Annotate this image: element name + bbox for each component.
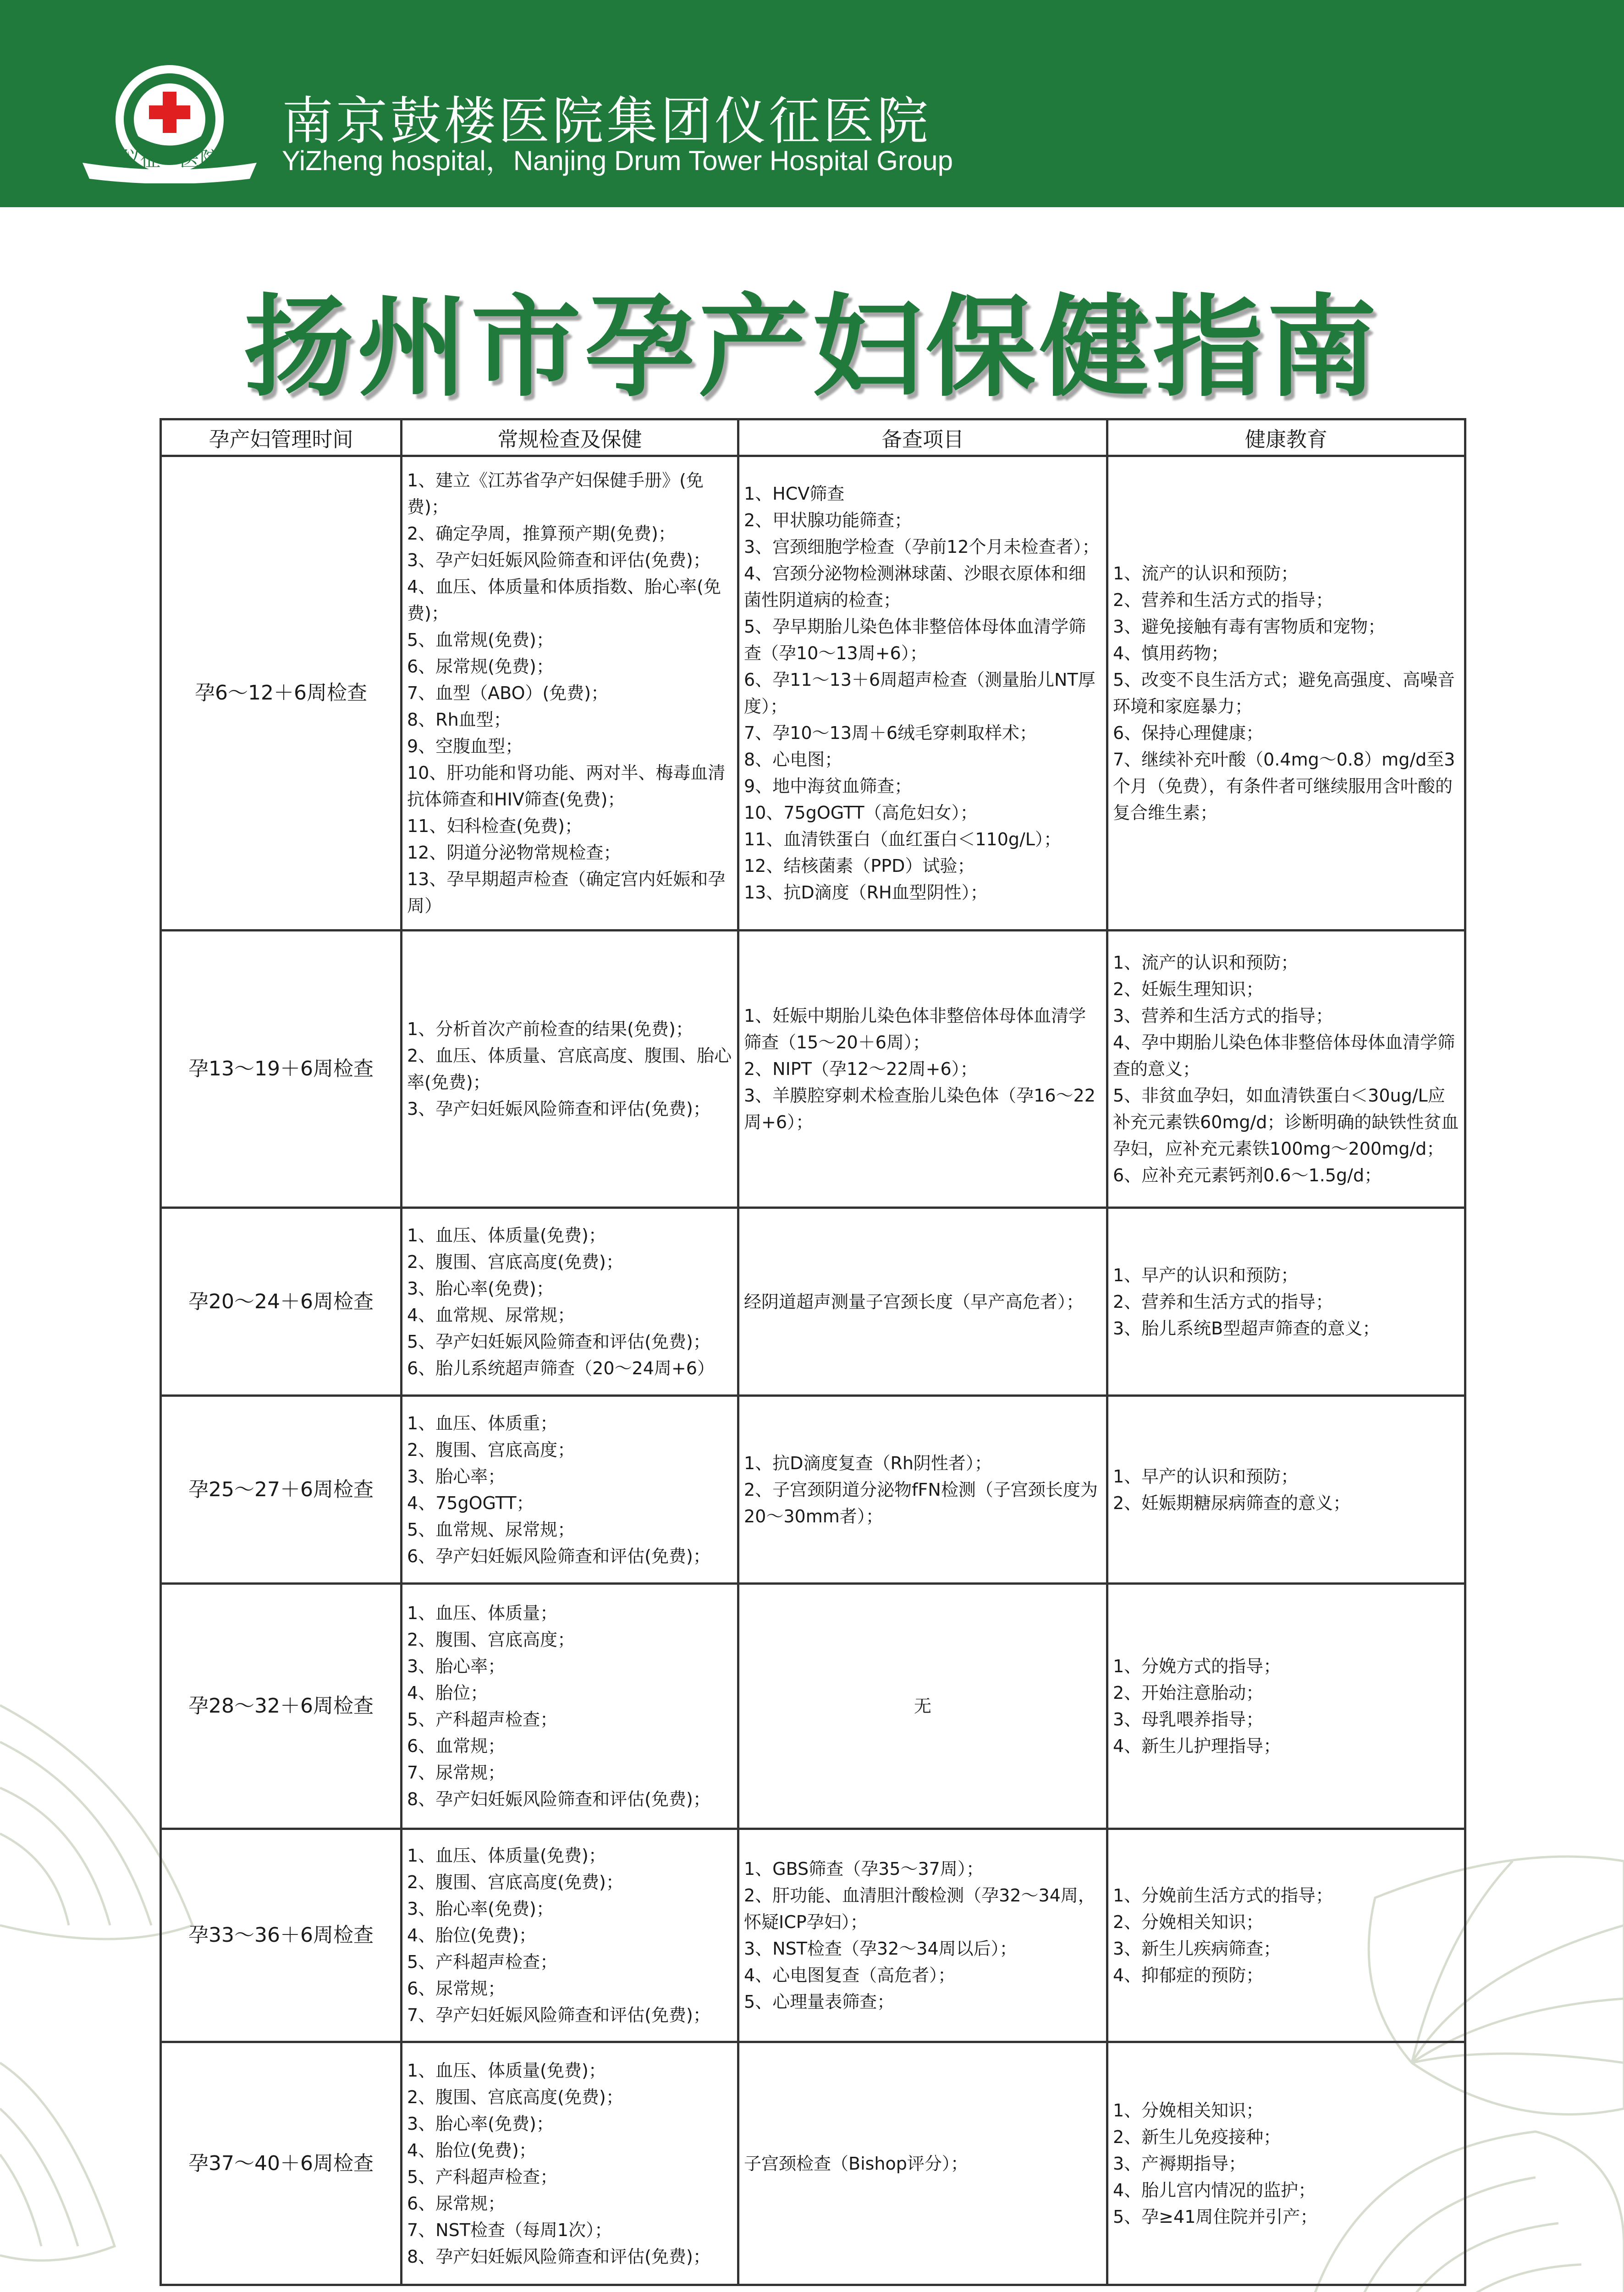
routine-item: 10、肝功能和肾功能、两对半、梅毒血清抗体筛查和HIV筛查(免费)； xyxy=(407,763,726,810)
routine-item: 5、孕产妇妊娠风险筛查和评估(免费)； xyxy=(407,1331,710,1352)
routine-item: 8、Rh血型； xyxy=(407,710,511,730)
education-item: 3、新生儿疾病筛查； xyxy=(1113,1939,1281,1959)
education-item: 2、营养和生活方式的指导； xyxy=(1113,1291,1333,1312)
table-header-row xyxy=(161,419,1465,456)
education-cell xyxy=(1107,456,1465,931)
education-item: 4、慎用药物； xyxy=(1113,643,1229,663)
svg-text:医院: 医院 xyxy=(180,148,220,171)
routine-item: 7、NST检查（每周1次）； xyxy=(407,2220,612,2240)
routine-item: 5、产科超声检查； xyxy=(407,1709,558,1730)
optional-item: 2、肝功能、血清胆汁酸检测（孕32～34周，怀疑ICP孕妇）； xyxy=(744,1885,1096,1932)
routine-item: 6、尿常规(免费)； xyxy=(407,656,554,677)
optional-item: 6、孕11～13＋6周超声检查（测量胎儿NT厚度）； xyxy=(744,670,1096,716)
routine-item: 1、建立《江苏省孕产妇保健手册》(免费)； xyxy=(407,470,704,517)
hospital-name-cn: 南京鼓楼医院集团仪征医院 xyxy=(282,92,931,151)
routine-item: 5、血常规(免费)； xyxy=(407,630,554,650)
education-item: 6、应补充元素钙剂0.6～1.5g/d； xyxy=(1113,1165,1382,1185)
header-routine: 常规检查及保健 xyxy=(402,419,738,456)
optional-item: 2、子宫颈阴道分泌物fFN检测（子宫颈长度为20～30mm者）； xyxy=(744,1479,1098,1526)
routine-item: 9、空腹血型； xyxy=(407,736,523,756)
routine-item: 3、孕产妇妊娠风险筛查和评估(免费)； xyxy=(407,550,710,570)
header-period: 孕产妇管理时间 xyxy=(161,419,402,456)
routine-item: 4、胎位(免费)； xyxy=(407,1925,536,1945)
education-item: 1、流产的认识和预防； xyxy=(1113,953,1299,973)
optional-item: 4、心电图复查（高危者）； xyxy=(744,1965,956,1985)
education-item: 2、开始注意胎动； xyxy=(1113,1683,1264,1703)
routine-item: 3、胎心率； xyxy=(407,1656,506,1676)
education-item: 2、分娩相关知识； xyxy=(1113,1912,1264,1932)
routine-item: 1、分析首次产前检查的结果(免费)； xyxy=(407,1019,693,1039)
routine-cell xyxy=(402,1208,738,1396)
routine-item: 6、尿常规； xyxy=(407,2193,506,2214)
optional-item: 子宫颈检查（Bishop评分）； xyxy=(744,2153,968,2174)
header-banner xyxy=(0,0,1624,207)
optional-item: 1、抗D滴度复查（Rh阴性者）； xyxy=(744,1453,992,1473)
routine-cell xyxy=(402,1829,738,2042)
education-item: 3、胎儿系统B型超声筛查的意义； xyxy=(1113,1318,1380,1339)
optional-item: 5、孕早期胎儿染色体非整倍体母体血清学筛查（孕10～13周+6）； xyxy=(744,617,1086,663)
routine-item: 7、孕产妇妊娠风险筛查和评估(免费)； xyxy=(407,2005,710,2025)
table-row xyxy=(161,931,1465,1208)
optional-item: 2、NIPT（孕12～22周+6）； xyxy=(744,1059,978,1079)
table-row xyxy=(161,2042,1465,2285)
routine-item: 4、75gOGTT； xyxy=(407,1493,534,1513)
education-item: 4、胎儿宫内情况的监护； xyxy=(1113,2180,1316,2200)
education-item: 6、保持心理健康； xyxy=(1113,723,1264,743)
routine-item: 6、尿常规； xyxy=(407,1978,506,1999)
optional-cell xyxy=(738,1829,1107,2042)
header-education: 健康教育 xyxy=(1107,419,1465,456)
education-item: 1、分娩方式的指导； xyxy=(1113,1656,1281,1676)
routine-cell xyxy=(402,2042,738,2285)
optional-item: 7、孕10～13周＋6绒毛穿刺取样术； xyxy=(744,723,1037,743)
routine-item: 3、胎心率(免费)； xyxy=(407,1278,554,1299)
routine-item: 3、胎心率； xyxy=(407,1466,506,1487)
table-row xyxy=(161,1584,1465,1829)
optional-item: 无 xyxy=(914,1696,931,1716)
education-item: 4、新生儿护理指导； xyxy=(1113,1736,1281,1756)
optional-item: 11、血清铁蛋白（血红蛋白＜110g/L）； xyxy=(744,829,1061,849)
optional-item: 3、NST检查（孕32～34周以后）； xyxy=(744,1939,1017,1959)
routine-item: 8、孕产妇妊娠风险筛查和评估(免费)； xyxy=(407,2246,710,2267)
education-item: 1、早产的认识和预防； xyxy=(1113,1466,1299,1487)
optional-item: 4、宫颈分泌物检测淋球菌、沙眼衣原体和细菌性阴道病的检查； xyxy=(744,563,1086,610)
optional-item: 3、宫颈细胞学检查（孕前12个月未检查者）； xyxy=(744,537,1100,557)
routine-item: 4、胎位(免费)； xyxy=(407,2140,536,2160)
optional-cell xyxy=(738,1208,1107,1396)
optional-cell xyxy=(738,931,1107,1208)
education-item: 1、早产的认识和预防； xyxy=(1113,1265,1299,1285)
education-item: 1、分娩前生活方式的指导； xyxy=(1113,1885,1333,1906)
table-row xyxy=(161,456,1465,931)
optional-item: 10、75gOGTT（高危妇女）； xyxy=(744,803,978,823)
routine-item: 2、腹围、宫底高度(免费)； xyxy=(407,1872,623,1892)
education-item: 2、营养和生活方式的指导； xyxy=(1113,590,1333,610)
routine-item: 3、孕产妇妊娠风险筛查和评估(免费)； xyxy=(407,1099,710,1119)
education-item: 3、营养和生活方式的指导； xyxy=(1113,1006,1333,1026)
routine-item: 7、尿常规； xyxy=(407,1763,506,1783)
optional-cell xyxy=(738,2042,1107,2285)
education-item: 2、新生儿免疫接种； xyxy=(1113,2127,1281,2147)
education-item: 2、妊娠生理知识； xyxy=(1113,979,1264,999)
routine-item: 3、胎心率(免费)； xyxy=(407,2113,554,2134)
routine-item: 2、血压、体质量、宫底高度、腹围、胎心率(免费)； xyxy=(407,1046,732,1092)
routine-item: 4、血压、体质量和体质指数、胎心率(免费)； xyxy=(407,577,721,623)
optional-cell xyxy=(738,1396,1107,1584)
routine-item: 4、胎位； xyxy=(407,1683,488,1703)
routine-item: 6、血常规； xyxy=(407,1736,506,1756)
optional-item: 1、HCV筛查 xyxy=(744,484,845,504)
education-item: 4、孕中期胎儿染色体非整倍体母体血清学筛查的意义； xyxy=(1113,1032,1455,1079)
education-item: 1、流产的认识和预防； xyxy=(1113,563,1299,584)
routine-item: 3、胎心率(免费)； xyxy=(407,1899,554,1919)
period-cell: 孕20～24＋6周检查 xyxy=(161,1208,402,1396)
education-item: 7、继续补充叶酸（0.4mg～0.8）mg/d至3个月（免费），有条件者可继续服用含叶酸的复合维生素； xyxy=(1113,749,1455,823)
period-cell: 孕13～19＋6周检查 xyxy=(161,931,402,1208)
education-item: 2、妊娠期糖尿病筛查的意义； xyxy=(1113,1493,1351,1513)
optional-item: 5、心理量表筛查； xyxy=(744,1992,895,2012)
education-cell xyxy=(1107,931,1465,1208)
routine-item: 1、血压、体质量(免费)； xyxy=(407,1225,606,1245)
optional-cell xyxy=(738,456,1107,931)
optional-cell xyxy=(738,1584,1107,1829)
routine-item: 2、腹围、宫底高度； xyxy=(407,1439,575,1460)
routine-item: 6、胎儿系统超声筛查（20～24周+6） xyxy=(407,1358,715,1378)
optional-item: 1、妊娠中期胎儿染色体非整倍体母体血清学筛查（15～20＋6周）； xyxy=(744,1006,1086,1052)
education-cell xyxy=(1107,1584,1465,1829)
optional-item: 2、甲状腺功能筛查； xyxy=(744,510,912,530)
routine-item: 4、血常规、尿常规； xyxy=(407,1305,575,1325)
education-cell xyxy=(1107,1829,1465,2042)
period-cell: 孕28～32＋6周检查 xyxy=(161,1584,402,1829)
table-row xyxy=(161,1396,1465,1584)
optional-item: 12、结核菌素（PPD）试验； xyxy=(744,856,975,876)
routine-item: 1、血压、体质重； xyxy=(407,1413,558,1433)
routine-cell xyxy=(402,931,738,1208)
svg-text:仪征: 仪征 xyxy=(120,148,160,171)
routine-item: 13、孕早期超声检查（确定宫内妊娠和孕周） xyxy=(407,869,726,916)
education-item: 4、抑郁症的预防； xyxy=(1113,1965,1264,1985)
header-optional: 备查项目 xyxy=(738,419,1107,456)
routine-item: 5、产科超声检查； xyxy=(407,1952,558,1972)
education-item: 5、非贫血孕妇，如血清铁蛋白＜30ug/L应补充元素铁60mg/d；诊断明确的缺铁性贫血孕妇，应补充元素铁100mg～200mg/d； xyxy=(1113,1085,1459,1159)
optional-item: 13、抗D滴度（RH血型阴性）； xyxy=(744,882,988,903)
optional-item: 9、地中海贫血筛查； xyxy=(744,776,912,796)
routine-item: 12、阴道分泌物常规检查； xyxy=(407,843,621,863)
routine-item: 7、血型（ABO）(免费)； xyxy=(407,683,609,703)
routine-cell xyxy=(402,1584,738,1829)
routine-item: 1、血压、体质量(免费)； xyxy=(407,1846,606,1866)
period-cell: 孕25～27＋6周检查 xyxy=(161,1396,402,1584)
routine-item: 11、妇科检查(免费)； xyxy=(407,816,583,836)
period-cell: 孕6～12＋6周检查 xyxy=(161,456,402,931)
period-cell: 孕33～36＋6周检查 xyxy=(161,1829,402,2042)
education-cell xyxy=(1107,1208,1465,1396)
education-item: 5、孕≥41周住院并引产； xyxy=(1113,2206,1318,2227)
routine-item: 8、孕产妇妊娠风险筛查和评估(免费)； xyxy=(407,1789,710,1809)
routine-item: 5、产科超声检查； xyxy=(407,2166,558,2187)
hospital-name-en: YiZheng hospital，Nanjing Drum Tower Hospital Group xyxy=(282,145,953,176)
education-cell xyxy=(1107,2042,1465,2285)
table-row xyxy=(161,1208,1465,1396)
routine-item: 5、血常规、尿常规； xyxy=(407,1519,575,1540)
routine-cell xyxy=(402,1396,738,1584)
education-item: 5、改变不良生活方式；避免高强度、高噪音环境和家庭暴力； xyxy=(1113,670,1455,716)
hospital-logo xyxy=(78,64,261,183)
routine-item: 1、血压、体质量(免费)； xyxy=(407,2060,606,2081)
routine-item: 2、腹围、宫底高度(免费)； xyxy=(407,2087,623,2107)
education-item: 3、避免接触有毒有害物质和宠物； xyxy=(1113,617,1386,637)
routine-item: 2、腹围、宫底高度； xyxy=(407,1630,575,1650)
optional-item: 经阴道超声测量子宫颈长度（早产高危者）； xyxy=(744,1291,1084,1312)
routine-item: 2、腹围、宫底高度(免费)； xyxy=(407,1251,623,1272)
education-cell xyxy=(1107,1396,1465,1584)
education-item: 1、分娩相关知识； xyxy=(1113,2100,1264,2121)
page-title: 扬州市孕产妇保健指南 xyxy=(243,283,1381,412)
routine-item: 2、确定孕周，推算预产期(免费)； xyxy=(407,523,676,544)
routine-item: 1、血压、体质量； xyxy=(407,1603,558,1623)
period-cell: 孕37～40＋6周检查 xyxy=(161,2042,402,2285)
optional-item: 3、羊膜腔穿刺术检查胎儿染色体（孕16～22周+6）； xyxy=(744,1085,1096,1132)
routine-cell xyxy=(402,456,738,931)
education-item: 3、产褥期指导； xyxy=(1113,2153,1246,2174)
table-row xyxy=(161,1829,1465,2042)
routine-item: 6、孕产妇妊娠风险筛查和评估(免费)； xyxy=(407,1546,710,1566)
optional-item: 1、GBS筛查（孕35～37周）； xyxy=(744,1859,984,1879)
optional-item: 8、心电图； xyxy=(744,749,842,770)
prenatal-care-table xyxy=(160,418,1466,2286)
education-item: 3、母乳喂养指导； xyxy=(1113,1709,1264,1730)
